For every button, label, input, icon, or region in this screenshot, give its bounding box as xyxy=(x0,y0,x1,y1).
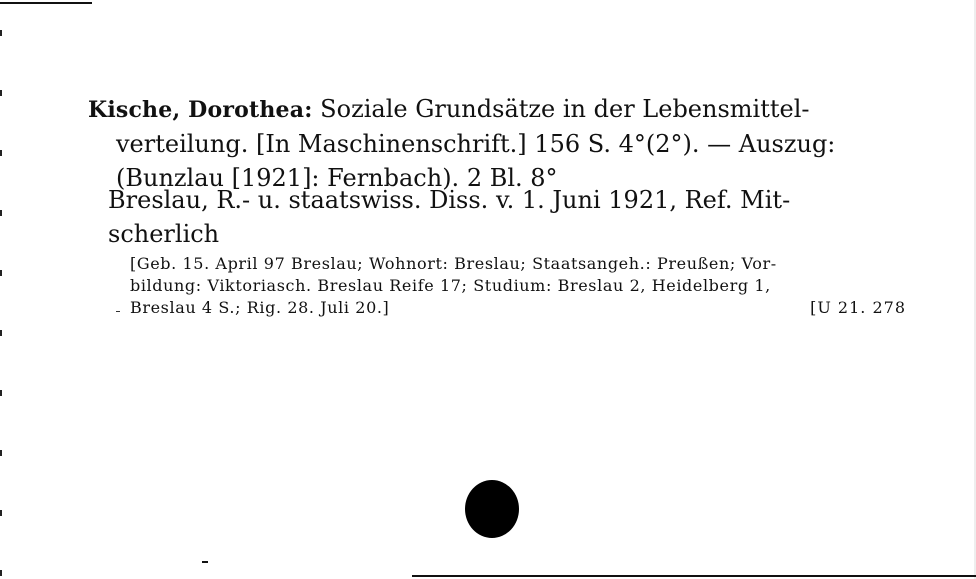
vita-line-3-text: Breslau 4 S.; Rig. 28. Juli 20.] xyxy=(130,298,390,317)
author-name: Kische, Dorothea: xyxy=(88,97,313,123)
card-left-edge xyxy=(0,0,2,579)
dissertation-line-2: scherlich xyxy=(108,220,220,248)
catalog-entry xyxy=(88,92,910,195)
title-line-1: Soziale Grundsätze in der Lebensmittel- xyxy=(320,95,810,123)
punch-hole xyxy=(465,480,519,538)
dissertation-note xyxy=(108,183,908,251)
card-top-rule xyxy=(0,2,92,4)
margin-mark xyxy=(116,311,120,312)
title-line-3: (Bunzlau [1921]: Fernbach). 2 Bl. 8° xyxy=(116,164,558,192)
vita-block xyxy=(130,253,906,319)
call-number: [U 21. 278 xyxy=(810,298,906,317)
vita-line-3 xyxy=(130,297,906,319)
card-bottom-mark xyxy=(202,561,208,563)
vita-line-2: bildung: Viktoriasch. Breslau Reife 17; Studium: Breslau 2, Heidelberg 1, xyxy=(130,276,771,295)
card-bottom-rule xyxy=(412,575,976,577)
vita-line-1: [Geb. 15. April 97 Breslau; Wohnort: Breslau; Staatsangeh.: Preußen; Vor- xyxy=(130,254,777,273)
entry-first-line xyxy=(88,92,910,127)
dissertation-line-1: Breslau, R.- u. staatswiss. Diss. v. 1. Juni 1921, Ref. Mit- xyxy=(108,186,791,214)
title-line-2: verteilung. [In Maschinenschrift.] 156 S. 4°(2°). — Auszug: xyxy=(116,130,836,158)
